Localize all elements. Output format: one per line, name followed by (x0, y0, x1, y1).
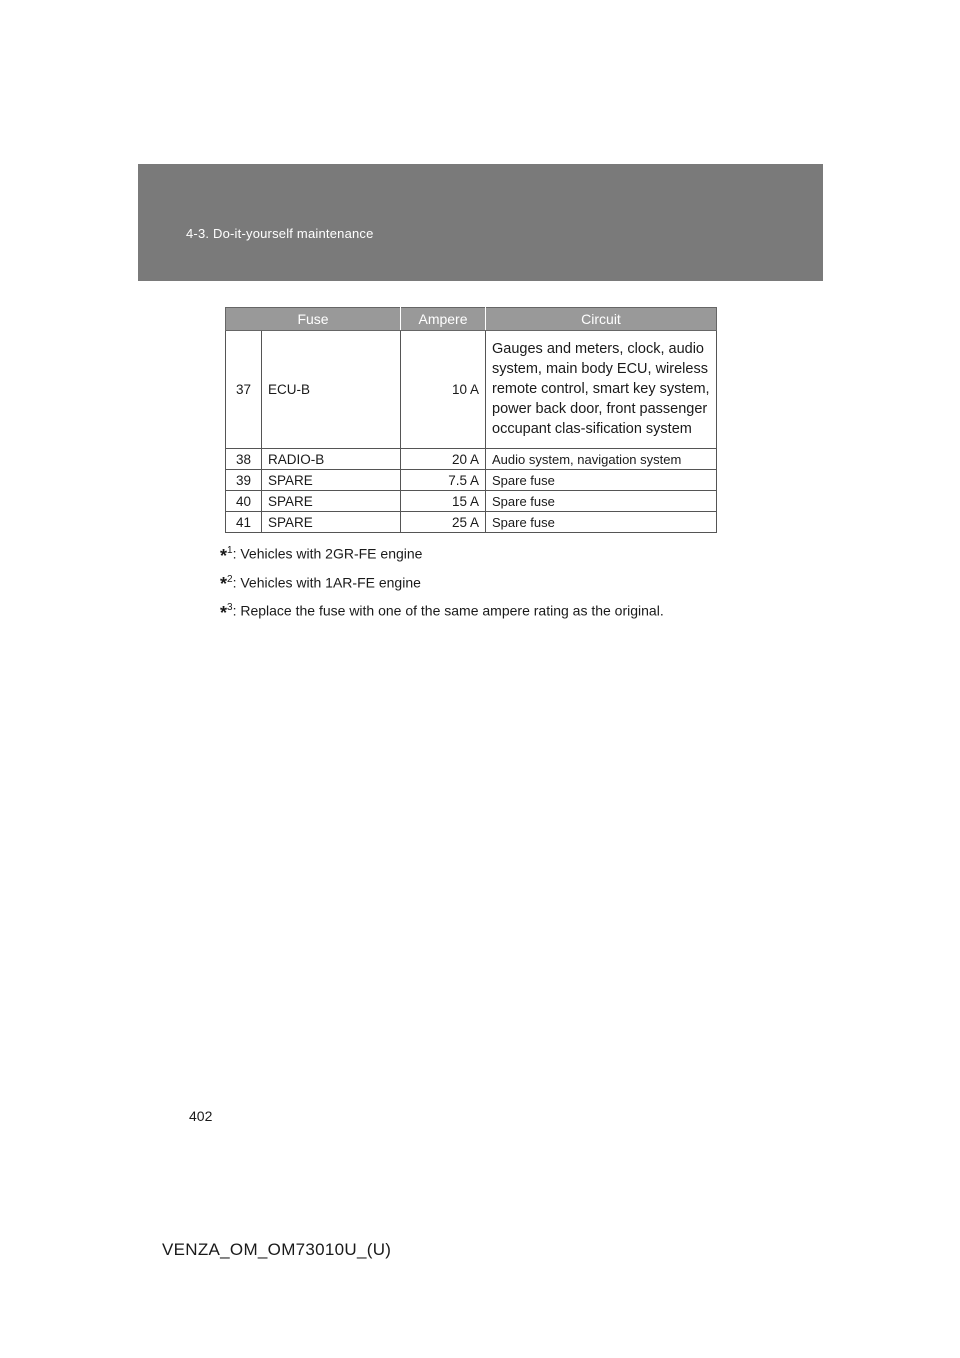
fuse-circuit: Spare fuse (486, 470, 717, 491)
table-row (226, 331, 717, 449)
column-header-ampere: Ampere (401, 308, 486, 331)
fuse-name: ECU-B (262, 331, 401, 449)
fuse-ampere: 10 A (401, 331, 486, 449)
table-row (226, 512, 717, 533)
fuse-circuit: Audio system, navigation system (486, 449, 717, 470)
fuse-ampere: 15 A (401, 491, 486, 512)
page-number: 402 (189, 1108, 213, 1124)
footnote (220, 595, 664, 624)
fuse-ampere: 7.5 A (401, 470, 486, 491)
fuse-ampere: 25 A (401, 512, 486, 533)
footnote-text: : Vehicles with 2GR-FE engine (232, 545, 423, 562)
footnote-text: : Replace the fuse with one of the same ampere rating as the original. (232, 602, 664, 619)
footnote-number: 1 (227, 545, 233, 556)
footnote-mark: * (220, 602, 228, 623)
fuse-number: 41 (226, 512, 262, 533)
footnotes (220, 538, 664, 624)
footnote-number: 3 (227, 602, 233, 614)
fuse-number: 40 (226, 491, 262, 512)
fuse-number: 37 (226, 331, 262, 449)
table-row (226, 491, 717, 512)
fuse-name: SPARE (262, 491, 401, 512)
column-header-circuit: Circuit (486, 308, 717, 331)
section-title: 4-3. Do-it-yourself maintenance (186, 226, 374, 241)
fuse-circuit: Spare fuse (486, 491, 717, 512)
fuse-circuit: Spare fuse (486, 512, 717, 533)
document-code: VENZA_OM_OM73010U_(U) (162, 1240, 392, 1259)
fuse-table (225, 307, 717, 533)
fuse-name: SPARE (262, 512, 401, 533)
fuse-circuit: Gauges and meters, clock, audio system, main body ECU, wireless remote control, smart key system, power back door, front passenger occupant clas-sification system (486, 331, 717, 449)
footnote-number: 2 (227, 573, 233, 585)
footnote-mark: * (220, 545, 228, 566)
fuse-number: 39 (226, 470, 262, 491)
table-row (226, 470, 717, 491)
footnote (220, 567, 664, 596)
footnote-text: : Vehicles with 1AR-FE engine (232, 574, 421, 591)
footnote (220, 538, 664, 567)
column-header-fuse: Fuse (226, 308, 401, 331)
fuse-name: RADIO-B (262, 449, 401, 470)
table-header-row (226, 308, 717, 331)
fuse-ampere: 20 A (401, 449, 486, 470)
footnote-mark: * (220, 574, 228, 595)
fuse-number: 38 (226, 449, 262, 470)
fuse-name: SPARE (262, 470, 401, 491)
table-row (226, 449, 717, 470)
section-header-band (138, 164, 823, 281)
